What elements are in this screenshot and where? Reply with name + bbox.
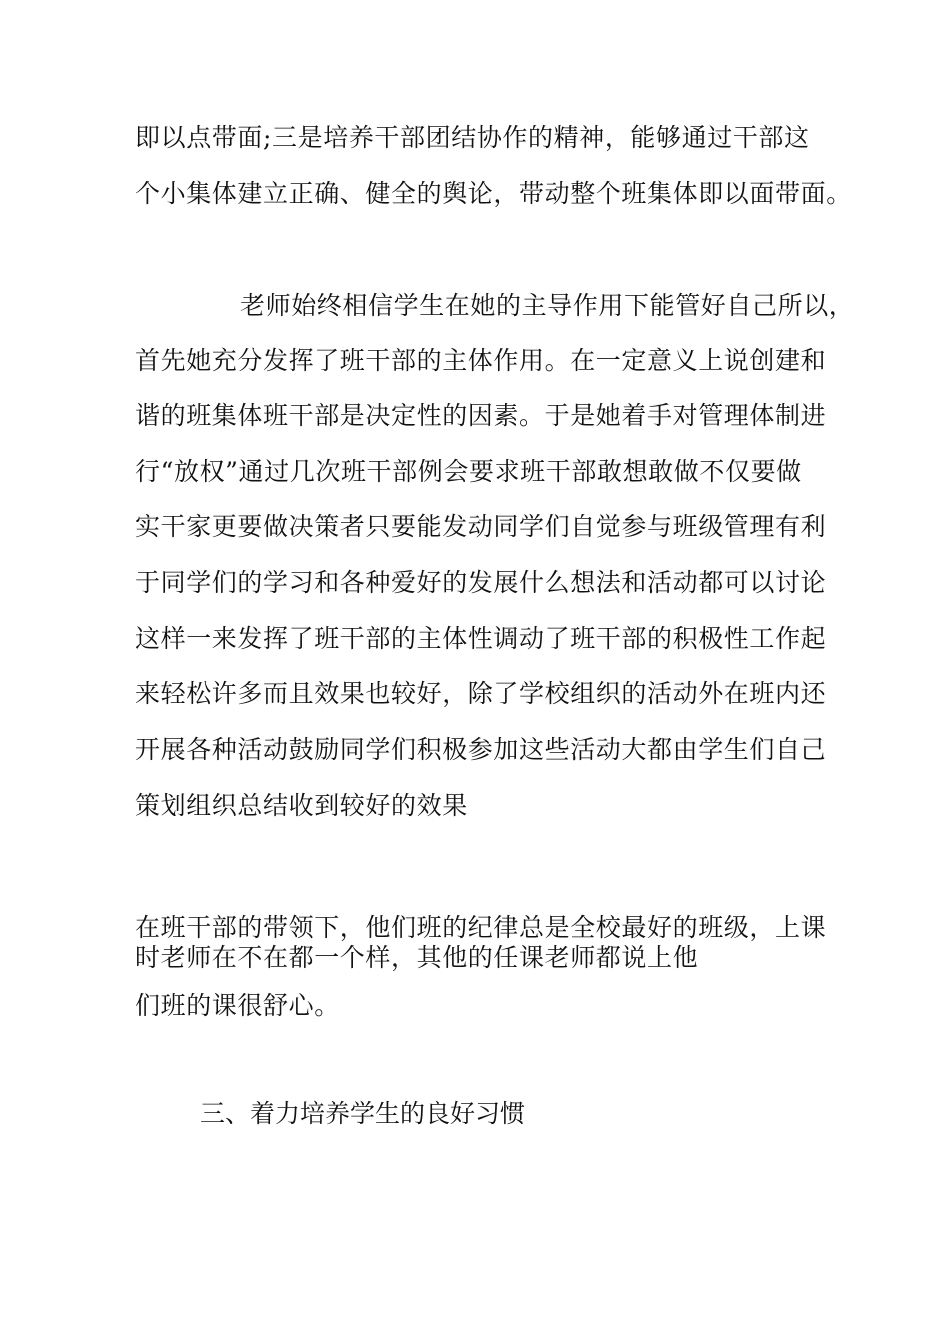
paragraph2-line-7: 这样一来发挥了班干部的主体性调动了班干部的积极性工作起 bbox=[135, 624, 827, 653]
paragraph2-line-6: 于同学们的学习和各种爱好的发展什么想法和活动都可以讨论 bbox=[135, 568, 827, 597]
paragraph2-line-4: 行“放权”通过几次班干部例会要求班干部敢想敢做不仅要做 bbox=[135, 457, 802, 486]
paragraph3-line-2: 时老师在不在都一个样，其他的任课老师都说上他 bbox=[135, 943, 699, 972]
paragraph2-line-5: 实干家更要做决策者只要能发动同学们自觉参与班级管理有利 bbox=[135, 512, 827, 541]
paragraph3-line-3: 们班的课很舒心。 bbox=[135, 991, 340, 1020]
paragraph2-line-1: 老师始终相信学生在她的主导作用下能管好自己所以， bbox=[240, 291, 855, 320]
paragraph2-line-3: 谐的班集体班干部是决定性的因素。于是她着手对管理体制进 bbox=[135, 401, 827, 430]
paragraph1-line-1: 即以点带面;三是培养干部团结协作的精神，能够通过干部这 bbox=[135, 123, 810, 152]
paragraph2-line-8: 来轻松许多而且效果也较好，除了学校组织的活动外在班内还 bbox=[135, 679, 827, 708]
paragraph1-line-2: 个小集体建立正确、健全的舆论，带动整个班集体即以面带面。 bbox=[135, 179, 852, 208]
paragraph2-line-9: 开展各种活动鼓励同学们积极参加这些活动大都由学生们自己 bbox=[135, 735, 827, 764]
paragraph2-line-2: 首先她充分发挥了班干部的主体作用。在一定意义上说创建和 bbox=[135, 346, 827, 375]
paragraph2-line-10: 策划组织总结收到较好的效果 bbox=[135, 791, 468, 820]
section-heading: 三、着力培养学生的良好习惯 bbox=[200, 1099, 526, 1128]
paragraph3-line-1: 在班干部的带领下，他们班的纪律总是全校最好的班级，上课 bbox=[135, 913, 827, 942]
